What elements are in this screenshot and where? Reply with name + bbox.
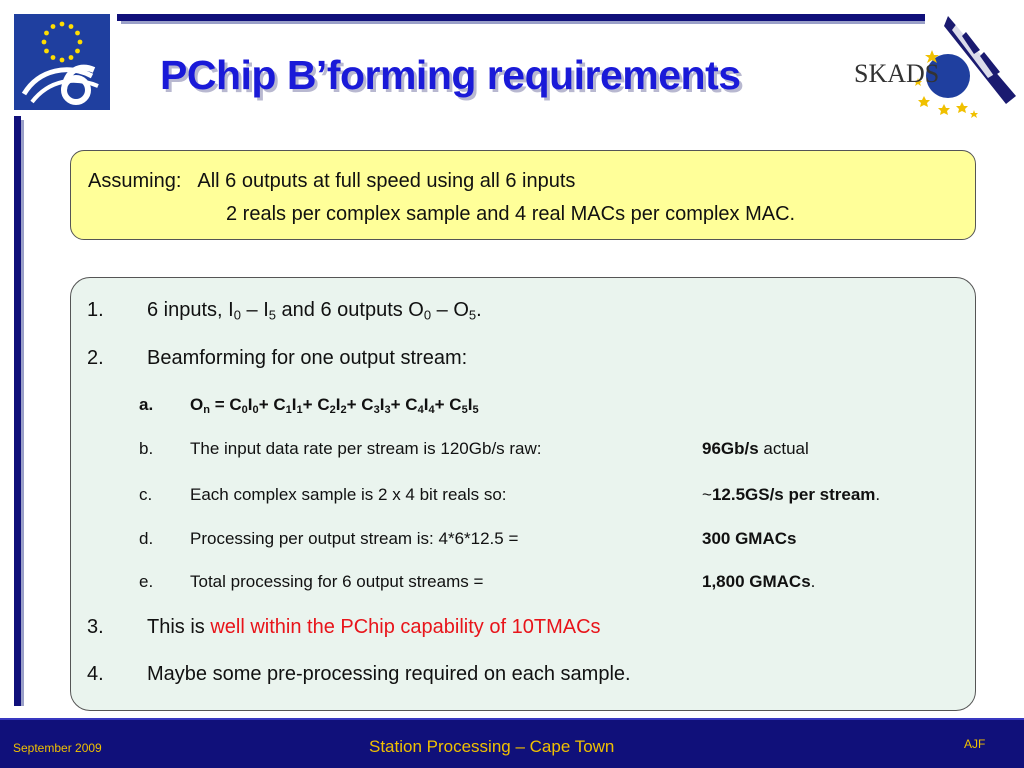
list-item-number: 1. <box>87 299 104 321</box>
highlight-text: well within the PChip capability of 10TMACs <box>210 616 601 638</box>
list-item-2 <box>71 347 975 377</box>
sub-item-text: Processing per output stream is: 4*6*12.5 = <box>190 529 519 548</box>
assumptions-label: Assuming: <box>88 170 182 192</box>
top-divider-shadow <box>121 21 925 24</box>
eu-fp6-logo <box>14 14 110 110</box>
skads-emblem-icon <box>848 12 1018 122</box>
slide-title: PChip B’forming requirements <box>160 52 741 98</box>
sub-item-b <box>71 439 975 469</box>
list-item-number: 3. <box>87 616 104 638</box>
sub-item-text: Total processing for 6 output streams = <box>190 572 484 591</box>
skads-logo-text: SKADS <box>854 59 940 88</box>
list-item-1 <box>71 299 975 329</box>
footer-top-line <box>0 718 1024 720</box>
list-item-text: This is well within the PChip capability of 10TMACs <box>147 616 601 638</box>
list-item-4 <box>71 663 975 693</box>
sub-item-text: The input data rate per stream is 120Gb/s raw: <box>190 439 542 458</box>
sub-item-value: ~12.5GS/s per stream. <box>702 485 881 504</box>
footer-title: Station Processing – Cape Town <box>369 737 615 756</box>
list-item-number: 4. <box>87 663 104 685</box>
sub-item-value: 300 GMACs <box>702 529 797 548</box>
skads-logo <box>848 12 1018 122</box>
sub-item-d <box>71 529 975 559</box>
list-item-number: 2. <box>87 347 104 369</box>
formula-text: $O_n = C_0I_0+ C_1I_1+ C_2I_2+ C_3I_3+ C_4I_4+ C_5I_5$ <box>190 395 479 416</box>
footer-author: AJF <box>964 737 986 751</box>
formula-row <box>71 395 975 425</box>
assumptions-text-1: All 6 outputs at full speed using all 6 inputs <box>197 170 576 192</box>
content-box <box>70 277 976 711</box>
sub-item-e <box>71 572 975 602</box>
list-item-3 <box>71 616 975 646</box>
sub-item-c <box>71 485 975 515</box>
list-item-text: Maybe some pre-processing required on each sample. <box>147 663 631 685</box>
left-divider-bar <box>14 116 21 706</box>
sub-item-value: 96Gb/s actual <box>702 439 809 458</box>
sub-item-number: e. <box>139 572 154 591</box>
assumptions-box <box>70 150 976 240</box>
list-item-text: Beamforming for one output stream: <box>147 347 468 369</box>
footer-date: September 2009 <box>13 741 102 755</box>
formula-number: a. <box>139 395 154 414</box>
assumptions-line-1 <box>88 170 575 193</box>
top-divider-bar <box>117 14 925 21</box>
sub-item-number: b. <box>139 439 154 458</box>
sub-item-value: 1,800 GMACs. <box>702 572 816 591</box>
list-item-text: 6 inputs, $I_0 - I_5$ and 6 outputs $O_0 - O_5$. <box>147 299 482 323</box>
sub-item-number: c. <box>139 485 153 504</box>
left-divider-shadow <box>21 120 24 706</box>
assumptions-text-2: 2 reals per complex sample and 4 real MACs per complex MAC. <box>226 203 796 225</box>
sub-item-text: Each complex sample is 2 x 4 bit reals so: <box>190 485 507 504</box>
sub-item-number: d. <box>139 529 154 548</box>
